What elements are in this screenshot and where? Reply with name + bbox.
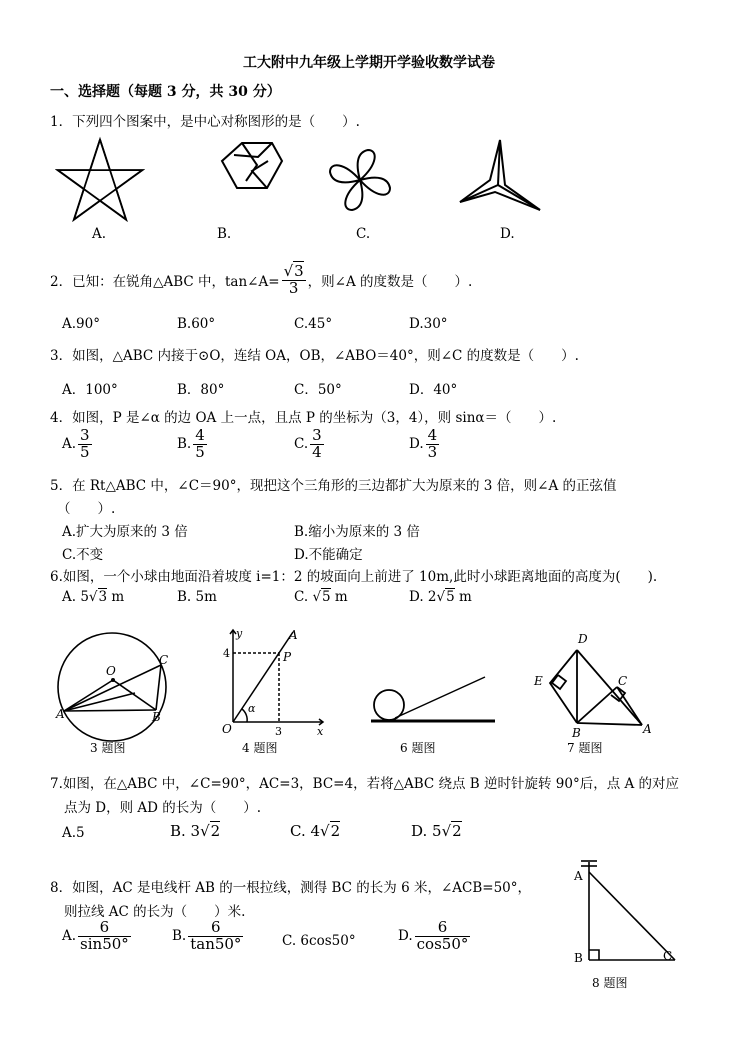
question-7-line2: 点为 D，则 AD 的长为（ ）. (64, 800, 262, 816)
q4-letter-a: A. (62, 436, 77, 453)
question-6: 6.如图，一个小球由地面沿着坡度 i=1：2 的坡面向上前进了 10m,此时小球距离地面的高度为( ). (50, 569, 658, 585)
fig7-caption: 7 题图 (567, 741, 603, 755)
q7-option-d: D. 5√2 (411, 822, 462, 840)
question-8-line1: 8．如图，AC 是电线杆 AB 的一根拉线，测得 BC 的长为 6 米，∠ACB=50°， (50, 880, 532, 896)
recycle-figure (222, 143, 282, 188)
figure-8-pole (565, 852, 695, 972)
q4-option-b (177, 428, 209, 461)
question-2 (50, 258, 472, 302)
section-heading: 一、选择题（每题 3 分，共 30 分） (50, 84, 281, 100)
q2-option-a: A.90° (62, 316, 100, 332)
q2-option-b: B.60° (177, 316, 216, 332)
q6-option-a: A. 5√3 m (62, 589, 125, 605)
q2-option-d: D.30° (409, 316, 448, 332)
svg-text:O: O (222, 722, 232, 736)
figure-3-circle (58, 633, 169, 741)
question-4: 4．如图，P 是∠α 的边 OA 上一点，且点 P 的坐标为（3，4），则 sinα＝（ ）. (50, 410, 557, 426)
q3-option-c: C．50° (294, 382, 342, 398)
q2-prefix: 2．已知：在锐角△ABC 中，tan∠A= (50, 274, 280, 290)
figure-6-slope (371, 677, 495, 721)
question-5-line2: （ ）. (57, 501, 116, 517)
q2-num: 3 (294, 261, 304, 280)
q8-frac-b: $\frac{6}{\tan 50^\circ}$ (190, 918, 242, 953)
page-title: 工大附中九年级上学期开学验收数学试卷 (243, 55, 495, 71)
q4-frac-b: $\frac{4}{5}$ (195, 426, 205, 461)
q2-suffix: ，则∠A 的度数是（ ）. (307, 274, 473, 290)
figure-4-coordinate (230, 630, 323, 725)
q4-letter-c: C. (294, 436, 309, 453)
fig6-caption: 6 题图 (400, 741, 436, 755)
q1-label-a: A. (92, 226, 107, 242)
q7-option-c: C. 4√2 (290, 822, 341, 840)
fig3-caption: 3 题图 (90, 741, 126, 755)
svg-text:α: α (248, 702, 256, 715)
svg-text:A: A (56, 707, 65, 721)
q5-option-c: C.不变 (62, 547, 104, 563)
q8-option-b: B. $\frac{6}{\tan 50^\circ}$ (172, 918, 242, 953)
tri-blade-figure (460, 140, 540, 210)
svg-text:C: C (618, 674, 628, 688)
q5-option-d: D.不能确定 (294, 547, 363, 563)
svg-text:A: A (643, 722, 652, 736)
svg-text:P: P (283, 650, 292, 664)
q2-den: 3 (288, 278, 299, 297)
svg-text:A: A (289, 628, 298, 642)
question-3: 3．如图，△ABC 内接于⊙O，连结 OA，OB，∠ABO＝40°，则∠C 的度数是（ ）. (50, 348, 579, 364)
svg-text:D: D (578, 632, 588, 646)
svg-text:C: C (159, 653, 169, 667)
q4-letter-d: D. (409, 436, 424, 453)
q8-frac-a: $\frac{6}{\sin 50^\circ}$ (80, 918, 129, 953)
q4-option-a (62, 428, 94, 461)
pinwheel-figure (330, 150, 390, 210)
svg-text:C: C (663, 949, 673, 963)
q3-option-d: D．40° (409, 382, 458, 398)
q7-option-a: A.5 (62, 825, 85, 841)
q1-label-c: C. (356, 226, 371, 242)
svg-text:O: O (106, 664, 116, 678)
figures-row (55, 625, 695, 750)
q6-option-d: D. 2√5 m (409, 589, 472, 605)
q4-frac-c: $\frac{3}{4}$ (312, 426, 322, 461)
q4-letter-b: B. (177, 436, 192, 453)
q4-frac-d: $\frac{4}{3}$ (427, 426, 438, 461)
svg-text:E: E (534, 674, 543, 688)
q5-option-a: A.扩大为原来的 3 倍 (62, 524, 188, 540)
q4-option-c (294, 428, 326, 461)
q8-frac-d: $\frac{6}{\cos 50^\circ}$ (416, 918, 469, 953)
svg-text:3: 3 (275, 725, 282, 738)
q3-option-b: B．80° (177, 382, 225, 398)
q7-option-b: B. 3√2 (170, 822, 221, 840)
q8-option-a: A. $\frac{6}{\sin 50^\circ}$ (62, 918, 129, 953)
q3-option-a: A．100° (62, 382, 118, 398)
figure-7-rotation (550, 650, 642, 725)
q1-figures (50, 135, 550, 225)
q6-option-b: B. 5m (177, 589, 217, 605)
q1-label-b: B. (217, 226, 232, 242)
question-1: 1．下列四个图案中，是中心对称图形的是（ ）. (50, 114, 360, 130)
q2-option-c: C.45° (294, 316, 333, 332)
svg-text:4: 4 (223, 647, 230, 660)
question-7-line1: 7.如图，在△ABC 中，∠C=90°，AC=3，BC=4，若将△ABC 绕点 B 逆时针旋转 90°后，点 A 的对应 (50, 776, 680, 792)
q2-fraction: $\frac{√3}{3}$ (283, 261, 304, 297)
svg-text:B: B (152, 710, 161, 724)
q6-option-c: C. √5 m (294, 589, 348, 605)
q4-option-d (409, 428, 441, 461)
q8-option-c: C. 6cos50° (282, 933, 356, 949)
question-8-line2: 则拉线 AC 的长为（ ）米. (64, 904, 246, 920)
svg-text:y: y (236, 627, 243, 640)
svg-text:B: B (574, 951, 583, 965)
q4-frac-a: $\frac{3}{5}$ (80, 426, 90, 461)
fig8-caption: 8 题图 (592, 976, 628, 990)
question-5-line1: 5．在 Rt△ABC 中，∠C＝90°，现把这个三角形的三边都扩大为原来的 3 倍，则∠A 的正弦值 (50, 478, 617, 494)
svg-text:B: B (572, 726, 581, 740)
svg-text:A: A (574, 869, 583, 883)
q5-option-b: B.缩小为原来的 3 倍 (294, 524, 420, 540)
fig4-caption: 4 题图 (242, 741, 278, 755)
svg-text:x: x (317, 725, 324, 738)
q8-option-d: D. $\frac{6}{\cos 50^\circ}$ (398, 918, 469, 953)
q1-label-d: D. (500, 226, 515, 242)
